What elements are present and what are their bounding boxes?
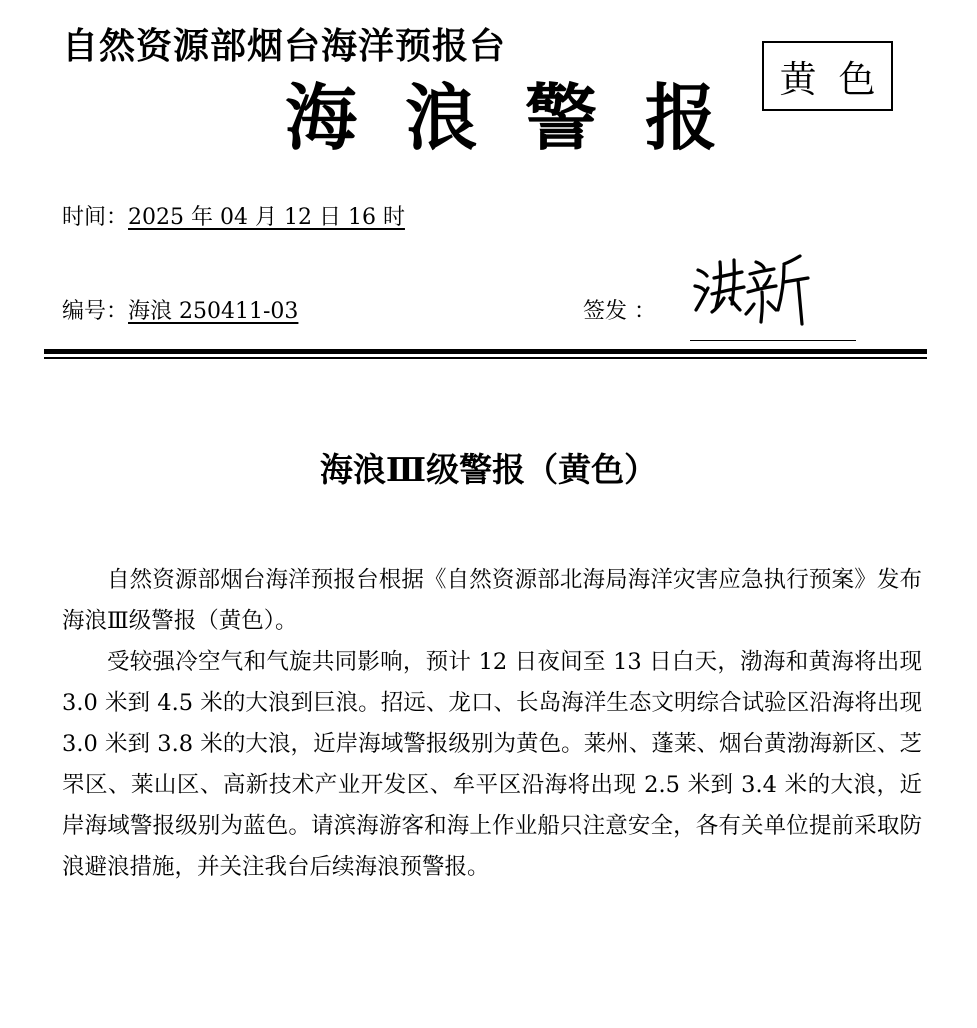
header-divider-thick <box>44 349 927 354</box>
body-paragraph-2: 受较强冷空气和气旋共同影响，预计 12 日夜间至 13 日白天，渤海和黄海将出现 3.0 米到 4.5 米的大浪到巨浪。招远、龙口、长岛海洋生态文明综合试验区沿海将出现 3.0 米到 3.8 米的大浪，近岸海域警报级别为黄色。莱州、蓬莱、烟台黄渤海新区、芝罘区、莱山区、高新技术产业开发区、牟平区沿海将出现 2.5 米到 3.4 米的大浪，近岸海域警报级别为蓝色。请滨海游客和海上作业船只注意安全，各有关单位提前采取防浪避浪措施，并关注我台后续海浪预警报。 <box>62 649 922 880</box>
document-number-value: 海浪 250411-03 <box>128 299 299 324</box>
document-number <box>62 294 298 325</box>
body-paragraph-1: 自然资源部烟台海洋预报台根据《自然资源部北海局海洋灾害应急执行预案》发布海浪Ⅲ级警报（黄色）。 <box>62 567 922 634</box>
notice-body <box>62 560 922 888</box>
document-number-label: 编号： <box>62 299 129 324</box>
notice-title: 海浪Ⅲ级警报（黄色） <box>319 450 658 489</box>
header-divider-thin <box>44 357 927 359</box>
issue-time-label: 时间： <box>62 205 129 230</box>
issue-time-value: 2025 年 04 月 12 日 16 时 <box>128 205 405 230</box>
signer-label: 签发 ： <box>583 299 656 324</box>
signature-line <box>690 340 856 341</box>
document-title: 海浪警报 <box>285 75 766 160</box>
warning-level-box: 黄色 <box>762 41 893 111</box>
issuer-name: 自然资源部烟台海洋预报台 <box>62 25 507 67</box>
handwritten-signature <box>690 248 820 328</box>
issue-time <box>62 200 405 231</box>
